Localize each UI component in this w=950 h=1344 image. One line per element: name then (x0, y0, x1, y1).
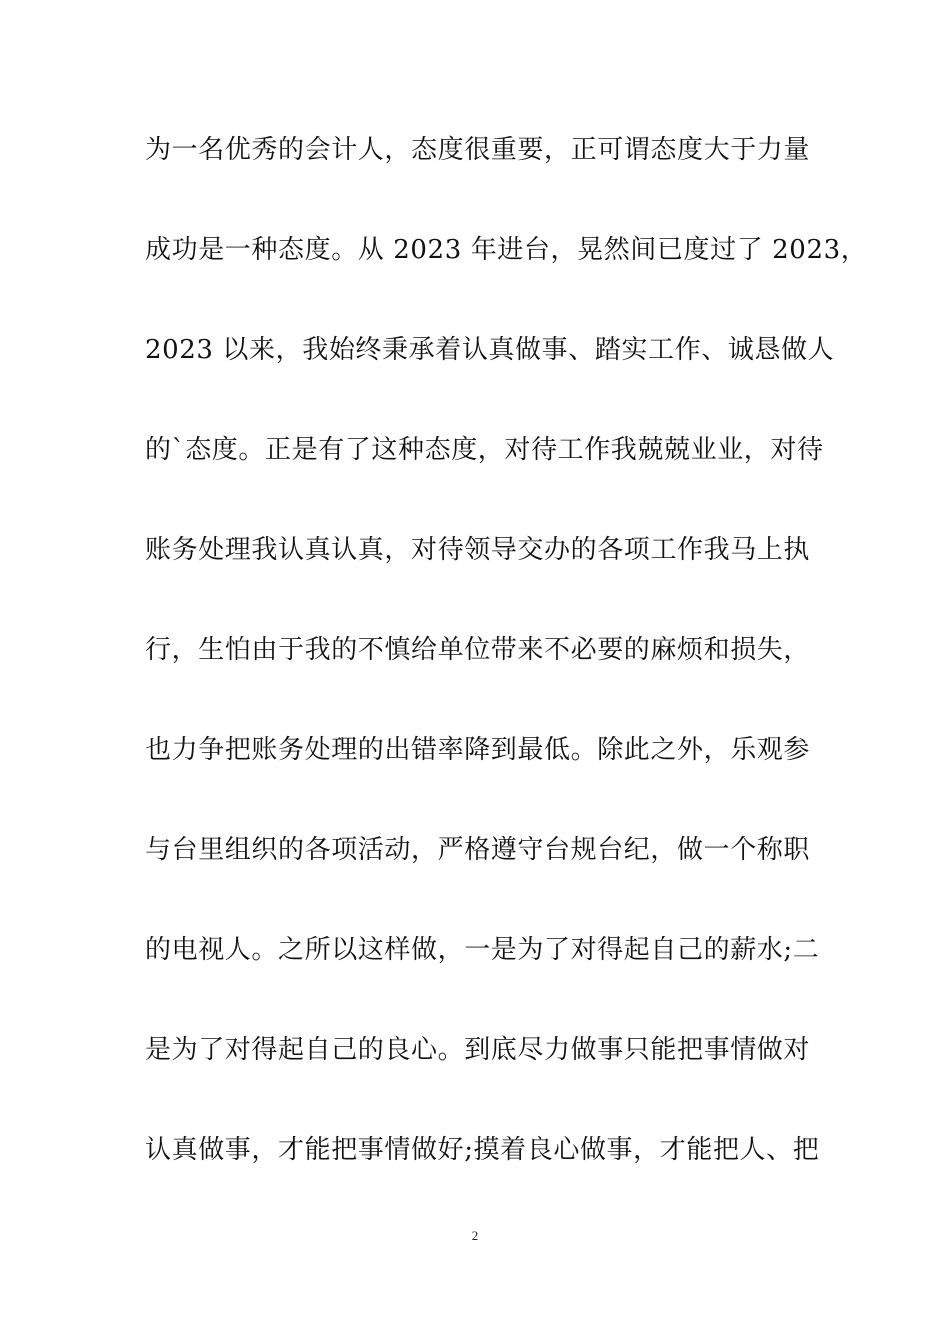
paragraph-line: 与台里组织的各项活动，严格遵守台规台纪，做一个称职 (145, 835, 811, 865)
paragraph-line: 认真做事，才能把事情做好;摸着良心做事，才能把人、把 (145, 1135, 820, 1165)
paragraph-line: 行，生怕由于我的不慎给单位带来不必要的麻烦和损失， (145, 635, 811, 665)
paragraph-line: 成功是一种态度。从 2023 年进台，晃然间已度过了 2023， (145, 235, 868, 265)
paragraph-line: 是为了对得起自己的良心。到底尽力做事只能把事情做对 (145, 1035, 811, 1065)
page-number: 2 (471, 1228, 479, 1243)
paragraph-line: 为一名优秀的会计人，态度很重要，正可谓态度大于力量 (145, 135, 811, 165)
paragraph-line: 的电视人。之所以这样做，一是为了对得起自己的薪水;二 (145, 935, 820, 965)
paragraph-line: 的`态度。正是有了这种态度，对待工作我兢兢业业，对待 (145, 435, 824, 465)
paragraph-line: 账务处理我认真认真，对待领导交办的各项工作我马上执 (145, 535, 811, 565)
paragraph-line: 2023 以来，我始终秉承着认真做事、踏实工作、诚恳做人 (145, 335, 835, 365)
paragraph-line: 也力争把账务处理的出错率降到最低。除此之外，乐观参 (145, 735, 811, 765)
